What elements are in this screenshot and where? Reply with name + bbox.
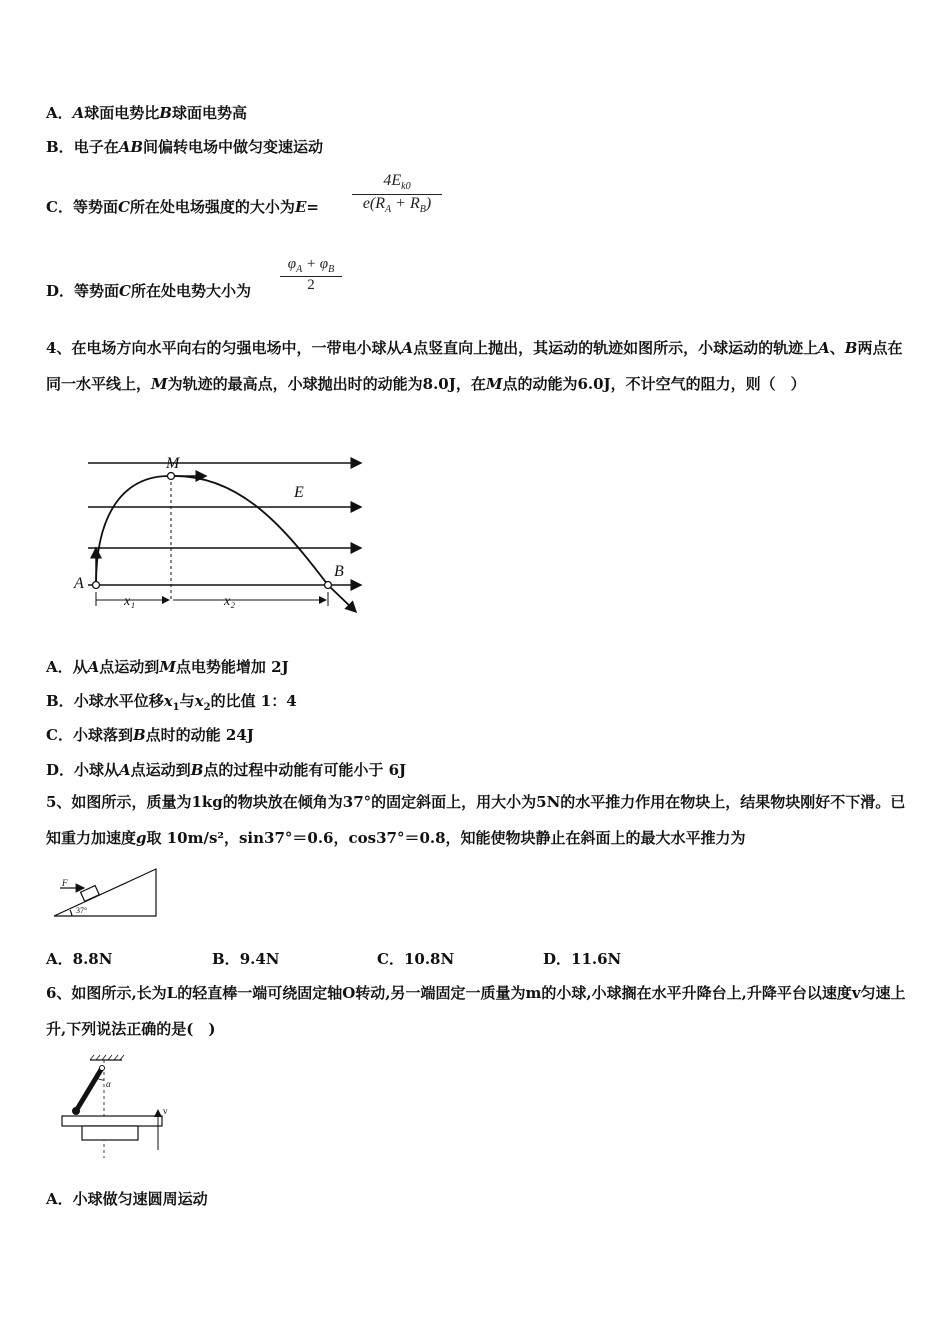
label-v: v (163, 1106, 168, 1116)
q4-trajectory-figure (66, 450, 376, 630)
q5-option-d: D．11.6N (543, 950, 622, 968)
label-m: M (166, 455, 180, 472)
q3-d-fraction: $\varphi_A + \varphi_B$ 2 (280, 256, 342, 294)
label-e: E (294, 484, 304, 501)
q4-option-d: D．小球从A点运动到B点的过程中动能有可能小于 6J (46, 761, 407, 779)
q3-option-b: B．电子在AB间偏转电场中做匀变速运动 (46, 138, 324, 156)
point-m (168, 473, 175, 480)
q4-option-c: C．小球落到B点时的动能 24J (46, 726, 254, 744)
label-angle: 37° (76, 906, 88, 915)
q3-option-a: A．A球面电势比B球面电势高 (46, 104, 247, 122)
q3-c-fraction: $4E_{k0}$ $e(R_A + R_B)$ (352, 172, 442, 215)
q6-stem: 6、如图所示,长为L的轻直棒一端可绕固定轴O转动,另一端固定一质量为m的小球,小球搁在水平升降台上,升降平台以速度v匀速上升,下列说法正确的是( ) (46, 984, 906, 1038)
label-x1: x₁ (124, 594, 136, 609)
pivot-o (100, 1066, 105, 1071)
platform-base (82, 1126, 138, 1140)
label-f: F (62, 878, 68, 888)
point-a (93, 582, 100, 589)
q6-option-a: A．小球做匀速圆周运动 (46, 1190, 208, 1208)
q3-option-d: D．等势面C所在处电势大小为 (46, 282, 251, 300)
label-x2: x₂ (224, 594, 236, 609)
q5-option-b: B．9.4N (212, 950, 280, 968)
q5-stem: 5、如图所示，质量为1kg的物块放在倾角为37°的固定斜面上，用大小为5N的水平推力作用在物块上，结果物块刚好不下滑。已知重力加速度g取 10m/s²，sin37°＝0.6，cos37°＝0.8，知能使物块静止在斜面上的最大水平推力为 (46, 793, 906, 847)
q3-option-c: C．等势面C所在处电场强度的大小为E= (46, 198, 319, 216)
q5-option-a: A．8.8N (46, 950, 113, 968)
ball (72, 1107, 80, 1115)
platform (62, 1116, 162, 1126)
q6-rod-figure (56, 1054, 186, 1164)
q5-incline-figure (50, 866, 162, 920)
incline-triangle (54, 869, 156, 916)
q4-stem: 4、在电场方向水平向右的匀强电场中，一带电小球从A点竖直向上抛出，其运动的轨迹如图所示，小球运动的轨迹上A、B两点在同一水平线上，M为轨迹的最高点，小球抛出时的动能为8.0J，在M点的动能为6.0J，不计空气的阻力，则（ ） (46, 339, 903, 393)
trajectory-curve (96, 476, 354, 610)
point-b (325, 582, 332, 589)
label-b: B (334, 563, 344, 580)
label-a: A (74, 575, 84, 592)
label-alpha: α (106, 1079, 111, 1089)
q4-option-b: B．小球水平位移$x_1$与$x_2$的比值 1：4 (46, 692, 297, 713)
q4-option-a: A．从A点运动到M点电势能增加 2J (46, 658, 289, 676)
rod (76, 1068, 102, 1111)
q5-option-c: C．10.8N (377, 950, 455, 968)
